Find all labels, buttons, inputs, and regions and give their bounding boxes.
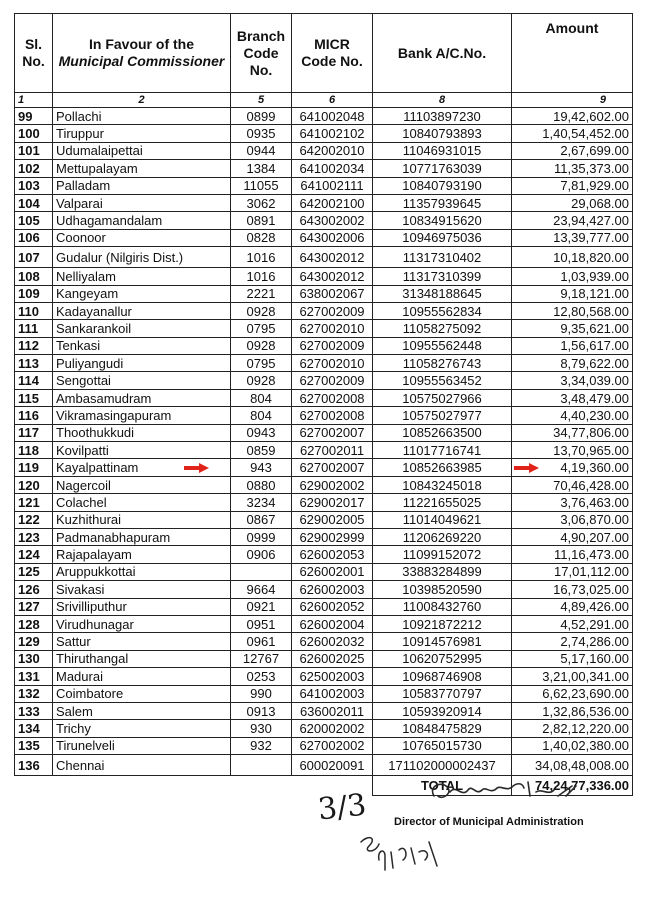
- row-amount: 34,08,48,008.00: [512, 755, 633, 776]
- row-sl-no: 118: [15, 442, 53, 459]
- row-micr-code: 620002002: [292, 720, 373, 737]
- row-municipality: Sattur: [53, 633, 231, 650]
- row-micr-code: 641002034: [292, 160, 373, 177]
- row-micr-code: 641002111: [292, 177, 373, 194]
- row-branch-code: 0921: [231, 598, 292, 615]
- row-branch-code: 0935: [231, 125, 292, 142]
- row-account-no: 10955562834: [373, 302, 512, 319]
- header-in-favour-line1: In Favour of the: [89, 36, 194, 52]
- row-sl-no: 131: [15, 668, 53, 685]
- row-branch-code: 2221: [231, 285, 292, 302]
- table-row: [15, 302, 633, 319]
- table-row: [15, 160, 633, 177]
- row-amount: 11,35,373.00: [512, 160, 633, 177]
- row-micr-code: 642002010: [292, 142, 373, 159]
- row-sl-no: 132: [15, 685, 53, 702]
- row-municipality: Nagercoil: [53, 476, 231, 493]
- row-municipality: Puliyangudi: [53, 355, 231, 372]
- row-municipality: Kuzhithurai: [53, 511, 231, 528]
- row-sl-no: 100: [15, 125, 53, 142]
- row-sl-no: 133: [15, 702, 53, 719]
- total-amount: 74,24,77,336.00: [512, 776, 633, 796]
- row-branch-code: 932: [231, 737, 292, 754]
- row-municipality: Kadayanallur: [53, 302, 231, 319]
- row-sl-no: 102: [15, 160, 53, 177]
- row-micr-code: 627002008: [292, 389, 373, 406]
- row-account-no: 10583770797: [373, 685, 512, 702]
- row-account-no: 10921872212: [373, 615, 512, 632]
- row-sl-no: 107: [15, 247, 53, 268]
- row-account-no: 11206269220: [373, 528, 512, 545]
- row-micr-code: 627002002: [292, 737, 373, 754]
- row-municipality: Padmanabhapuram: [53, 528, 231, 545]
- row-micr-code: 627002007: [292, 459, 373, 476]
- table-row: [15, 355, 633, 372]
- blank-cell: [231, 776, 292, 796]
- row-account-no: 10840793190: [373, 177, 512, 194]
- row-amount: 70,46,428.00: [512, 476, 633, 493]
- table-row: [15, 372, 633, 389]
- row-account-no: 10575027977: [373, 407, 512, 424]
- row-branch-code: 1384: [231, 160, 292, 177]
- row-sl-no: 117: [15, 424, 53, 441]
- row-amount: 17,01,112.00: [512, 563, 633, 580]
- row-municipality: Madurai: [53, 668, 231, 685]
- row-branch-code: 3234: [231, 494, 292, 511]
- row-municipality: Trichy: [53, 720, 231, 737]
- table-row: [15, 737, 633, 754]
- row-account-no: 10834915620: [373, 212, 512, 229]
- row-branch-code: 0867: [231, 511, 292, 528]
- row-branch-code: 1016: [231, 268, 292, 285]
- row-micr-code: 642002100: [292, 194, 373, 211]
- row-sl-no: 115: [15, 389, 53, 406]
- table-row: [15, 668, 633, 685]
- row-branch-code: 12767: [231, 650, 292, 667]
- row-amount: 2,74,286.00: [512, 633, 633, 650]
- row-account-no: 11317310402: [373, 247, 512, 268]
- row-sl-no: 108: [15, 268, 53, 285]
- row-municipality: Tiruppur: [53, 125, 231, 142]
- row-micr-code: 627002008: [292, 407, 373, 424]
- table-row: [15, 685, 633, 702]
- row-amount: 9,35,621.00: [512, 320, 633, 337]
- header-micr-code: MICR Code No.: [292, 14, 373, 93]
- blank-cell: [53, 776, 231, 796]
- row-branch-code: 804: [231, 407, 292, 424]
- row-sl-no: 112: [15, 337, 53, 354]
- row-municipality: Nelliyalam: [53, 268, 231, 285]
- row-sl-no: 128: [15, 615, 53, 632]
- row-account-no: 10765015730: [373, 737, 512, 754]
- row-municipality: Salem: [53, 702, 231, 719]
- row-municipality: Chennai: [53, 755, 231, 776]
- row-branch-code: 9664: [231, 581, 292, 598]
- row-sl-no: 122: [15, 511, 53, 528]
- row-sl-no: 120: [15, 476, 53, 493]
- row-branch-code: 0795: [231, 320, 292, 337]
- row-amount: 4,90,207.00: [512, 528, 633, 545]
- row-municipality: Coonoor: [53, 229, 231, 246]
- table-row: [15, 720, 633, 737]
- row-branch-code: 0999: [231, 528, 292, 545]
- row-account-no: 31348188645: [373, 285, 512, 302]
- column-number: 2: [53, 93, 231, 108]
- row-micr-code: 627002010: [292, 355, 373, 372]
- table-row: [15, 581, 633, 598]
- row-amount: 16,73,025.00: [512, 581, 633, 598]
- table-row: [15, 285, 633, 302]
- row-branch-code: 0951: [231, 615, 292, 632]
- row-municipality: Colachel: [53, 494, 231, 511]
- row-amount: 6,62,23,690.00: [512, 685, 633, 702]
- header-sl-no: Sl. No.: [15, 14, 53, 93]
- row-municipality: Kovilpatti: [53, 442, 231, 459]
- table-row: [15, 125, 633, 142]
- table-row: [15, 546, 633, 563]
- row-amount: 7,81,929.00: [512, 177, 633, 194]
- column-number: 8: [373, 93, 512, 108]
- row-municipality: Kangeyam: [53, 285, 231, 302]
- row-sl-no: 109: [15, 285, 53, 302]
- row-amount: 10,18,820.00: [512, 247, 633, 268]
- row-micr-code: 636002011: [292, 702, 373, 719]
- table-row: [15, 194, 633, 211]
- row-branch-code: 11055: [231, 177, 292, 194]
- table-row: [15, 424, 633, 441]
- row-account-no: 10914576981: [373, 633, 512, 650]
- table-row: [15, 563, 633, 580]
- table-row: [15, 755, 633, 776]
- row-branch-code: [231, 563, 292, 580]
- row-branch-code: 804: [231, 389, 292, 406]
- row-sl-no: 106: [15, 229, 53, 246]
- fund-allocation-table: [14, 13, 633, 796]
- row-amount: 1,40,02,380.00: [512, 737, 633, 754]
- table-row: [15, 108, 633, 125]
- row-municipality: Sankarankoil: [53, 320, 231, 337]
- table-row: [15, 212, 633, 229]
- row-branch-code: 0961: [231, 633, 292, 650]
- column-number: 5: [231, 93, 292, 108]
- row-micr-code: 629002002: [292, 476, 373, 493]
- row-branch-code: 943: [231, 459, 292, 476]
- row-amount: 1,03,939.00: [512, 268, 633, 285]
- row-account-no: 11014049621: [373, 511, 512, 528]
- table-row: [15, 528, 633, 545]
- row-micr-code: 600020091: [292, 755, 373, 776]
- arrow-marker-left-icon: [184, 463, 210, 473]
- row-branch-code: 0928: [231, 337, 292, 354]
- row-municipality: Thoothukkudi: [53, 424, 231, 441]
- row-account-no: 10968746908: [373, 668, 512, 685]
- table-row: [15, 511, 633, 528]
- row-amount: 4,89,426.00: [512, 598, 633, 615]
- row-sl-no: 135: [15, 737, 53, 754]
- row-account-no: 10852663985: [373, 459, 512, 476]
- row-amount: 13,39,777.00: [512, 229, 633, 246]
- row-micr-code: 627002011: [292, 442, 373, 459]
- table-row: [15, 702, 633, 719]
- row-municipality: Valparai: [53, 194, 231, 211]
- row-account-no: 171102000002437: [373, 755, 512, 776]
- table-row: [15, 142, 633, 159]
- row-account-no: 10398520590: [373, 581, 512, 598]
- row-micr-code: 629002017: [292, 494, 373, 511]
- column-number: 6: [292, 93, 373, 108]
- row-municipality: Tenkasi: [53, 337, 231, 354]
- row-branch-code: 0928: [231, 372, 292, 389]
- row-micr-code: 643002006: [292, 229, 373, 246]
- row-sl-no: 105: [15, 212, 53, 229]
- header-bank-account: Bank A/C.No.: [373, 14, 512, 93]
- row-amount: 1,56,617.00: [512, 337, 633, 354]
- row-municipality: Pollachi: [53, 108, 231, 125]
- row-branch-code: 990: [231, 685, 292, 702]
- row-micr-code: 641002048: [292, 108, 373, 125]
- row-branch-code: 0928: [231, 302, 292, 319]
- table-row: [15, 650, 633, 667]
- row-account-no: 11103897230: [373, 108, 512, 125]
- row-branch-code: 1016: [231, 247, 292, 268]
- table-row: [15, 247, 633, 268]
- row-amount: 3,21,00,341.00: [512, 668, 633, 685]
- row-micr-code: 626002004: [292, 615, 373, 632]
- row-amount: 2,82,12,220.00: [512, 720, 633, 737]
- row-municipality: Udhagamandalam: [53, 212, 231, 229]
- row-municipality: Udumalaipettai: [53, 142, 231, 159]
- row-amount: 13,70,965.00: [512, 442, 633, 459]
- row-municipality: Srivilliputhur: [53, 598, 231, 615]
- row-account-no: 11017716741: [373, 442, 512, 459]
- table-row: [15, 320, 633, 337]
- row-sl-no: 136: [15, 755, 53, 776]
- page-number: 3/3: [316, 787, 368, 828]
- row-branch-code: 0859: [231, 442, 292, 459]
- table-row: [15, 407, 633, 424]
- row-sl-no: 119: [15, 459, 53, 476]
- row-micr-code: 643002002: [292, 212, 373, 229]
- row-municipality: Kayalpattinam: [53, 459, 231, 476]
- row-amount: 1,40,54,452.00: [512, 125, 633, 142]
- row-municipality: Sivakasi: [53, 581, 231, 598]
- arrow-marker-right-icon: [514, 463, 540, 473]
- row-municipality: Tirunelveli: [53, 737, 231, 754]
- header-row: [15, 14, 633, 93]
- table-row: [15, 494, 633, 511]
- row-account-no: 33883284899: [373, 563, 512, 580]
- row-sl-no: 113: [15, 355, 53, 372]
- row-account-no: 11357939645: [373, 194, 512, 211]
- table-row: [15, 476, 633, 493]
- row-amount: 3,76,463.00: [512, 494, 633, 511]
- table-row: [15, 177, 633, 194]
- row-account-no: 11008432760: [373, 598, 512, 615]
- row-micr-code: 626002052: [292, 598, 373, 615]
- row-sl-no: 99: [15, 108, 53, 125]
- table-row: [15, 268, 633, 285]
- row-micr-code: 627002009: [292, 302, 373, 319]
- row-amount: 3,06,870.00: [512, 511, 633, 528]
- table-row: [15, 389, 633, 406]
- signatory-designation: Director of Municipal Administration: [394, 816, 584, 828]
- row-micr-code: 626002053: [292, 546, 373, 563]
- row-micr-code: 626002001: [292, 563, 373, 580]
- row-amount: 1,32,86,536.00: [512, 702, 633, 719]
- row-micr-code: 641002003: [292, 685, 373, 702]
- row-account-no: 10593920914: [373, 702, 512, 719]
- row-micr-code: 626002003: [292, 581, 373, 598]
- row-micr-code: 629002999: [292, 528, 373, 545]
- row-micr-code: 626002032: [292, 633, 373, 650]
- row-amount: 29,068.00: [512, 194, 633, 211]
- row-account-no: 11221655025: [373, 494, 512, 511]
- row-municipality: Palladam: [53, 177, 231, 194]
- row-municipality: Virudhunagar: [53, 615, 231, 632]
- row-account-no: 10771763039: [373, 160, 512, 177]
- row-account-no: 11317310399: [373, 268, 512, 285]
- row-amount: 11,16,473.00: [512, 546, 633, 563]
- total-label: TOTAL: [373, 776, 512, 796]
- row-municipality: Vikramasingapuram: [53, 407, 231, 424]
- row-amount: 2,67,699.00: [512, 142, 633, 159]
- row-sl-no: 123: [15, 528, 53, 545]
- row-amount: 3,34,039.00: [512, 372, 633, 389]
- row-branch-code: 930: [231, 720, 292, 737]
- row-sl-no: 103: [15, 177, 53, 194]
- row-amount: 4,40,230.00: [512, 407, 633, 424]
- row-sl-no: 134: [15, 720, 53, 737]
- row-branch-code: 3062: [231, 194, 292, 211]
- header-in-favour: [53, 14, 231, 93]
- row-municipality: Sengottai: [53, 372, 231, 389]
- row-micr-code: 641002102: [292, 125, 373, 142]
- row-amount: 34,77,806.00: [512, 424, 633, 441]
- row-account-no: 11046931015: [373, 142, 512, 159]
- row-amount: 12,80,568.00: [512, 302, 633, 319]
- row-micr-code: 627002009: [292, 337, 373, 354]
- row-micr-code: 625002003: [292, 668, 373, 685]
- row-sl-no: 101: [15, 142, 53, 159]
- table-row: [15, 615, 633, 632]
- row-amount: 4,52,291.00: [512, 615, 633, 632]
- row-branch-code: 0943: [231, 424, 292, 441]
- row-sl-no: 116: [15, 407, 53, 424]
- table-row: [15, 598, 633, 615]
- header-amount: Amount: [512, 14, 633, 93]
- row-amount: 4,19,360.00: [512, 459, 633, 476]
- initials-signature: [355, 830, 445, 872]
- row-account-no: 10843245018: [373, 476, 512, 493]
- row-micr-code: 643002012: [292, 268, 373, 285]
- table-row: [15, 229, 633, 246]
- row-account-no: 11099152072: [373, 546, 512, 563]
- row-sl-no: 130: [15, 650, 53, 667]
- row-branch-code: 0944: [231, 142, 292, 159]
- row-micr-code: 627002009: [292, 372, 373, 389]
- row-amount: 9,18,121.00: [512, 285, 633, 302]
- row-account-no: 10946975036: [373, 229, 512, 246]
- row-sl-no: 104: [15, 194, 53, 211]
- row-branch-code: 0899: [231, 108, 292, 125]
- row-branch-code: 0828: [231, 229, 292, 246]
- row-sl-no: 110: [15, 302, 53, 319]
- row-sl-no: 125: [15, 563, 53, 580]
- row-municipality: Mettupalayam: [53, 160, 231, 177]
- row-municipality: Coimbatore: [53, 685, 231, 702]
- row-account-no: 11058275092: [373, 320, 512, 337]
- director-signature: [426, 778, 586, 808]
- row-account-no: 10848475829: [373, 720, 512, 737]
- row-branch-code: 0906: [231, 546, 292, 563]
- row-account-no: 10575027966: [373, 389, 512, 406]
- row-micr-code: 627002010: [292, 320, 373, 337]
- row-municipality: Thiruthangal: [53, 650, 231, 667]
- row-branch-code: 0891: [231, 212, 292, 229]
- header-branch-code: Branch Code No.: [231, 14, 292, 93]
- row-branch-code: 0880: [231, 476, 292, 493]
- row-municipality: Rajapalayam: [53, 546, 231, 563]
- row-amount: 19,42,602.00: [512, 108, 633, 125]
- row-account-no: 10852663500: [373, 424, 512, 441]
- row-amount: 23,94,427.00: [512, 212, 633, 229]
- row-micr-code: 643002012: [292, 247, 373, 268]
- row-municipality: Gudalur (Nilgiris Dist.): [53, 247, 231, 268]
- row-sl-no: 126: [15, 581, 53, 598]
- row-micr-code: 638002067: [292, 285, 373, 302]
- row-sl-no: 124: [15, 546, 53, 563]
- row-sl-no: 111: [15, 320, 53, 337]
- row-micr-code: 629002005: [292, 511, 373, 528]
- column-number-row: [15, 93, 633, 108]
- column-number: 1: [15, 93, 53, 108]
- row-account-no: 10955562448: [373, 337, 512, 354]
- row-account-no: 11058276743: [373, 355, 512, 372]
- header-in-favour-line2: Municipal Commissioner: [58, 53, 225, 69]
- row-account-no: 10955563452: [373, 372, 512, 389]
- row-amount: 8,79,622.00: [512, 355, 633, 372]
- blank-cell: [15, 776, 53, 796]
- table-row: [15, 633, 633, 650]
- row-branch-code: 0795: [231, 355, 292, 372]
- row-amount: 5,17,160.00: [512, 650, 633, 667]
- row-account-no: 10620752995: [373, 650, 512, 667]
- row-sl-no: 129: [15, 633, 53, 650]
- row-branch-code: 0253: [231, 668, 292, 685]
- row-municipality: Aruppukkottai: [53, 563, 231, 580]
- row-branch-code: 0913: [231, 702, 292, 719]
- column-number: 9: [512, 93, 633, 108]
- row-sl-no: 114: [15, 372, 53, 389]
- row-micr-code: 626002025: [292, 650, 373, 667]
- row-municipality: Ambasamudram: [53, 389, 231, 406]
- row-branch-code: [231, 755, 292, 776]
- row-amount: 3,48,479.00: [512, 389, 633, 406]
- table-row: [15, 337, 633, 354]
- row-sl-no: 127: [15, 598, 53, 615]
- row-sl-no: 121: [15, 494, 53, 511]
- row-account-no: 10840793893: [373, 125, 512, 142]
- table-row: [15, 442, 633, 459]
- row-micr-code: 627002007: [292, 424, 373, 441]
